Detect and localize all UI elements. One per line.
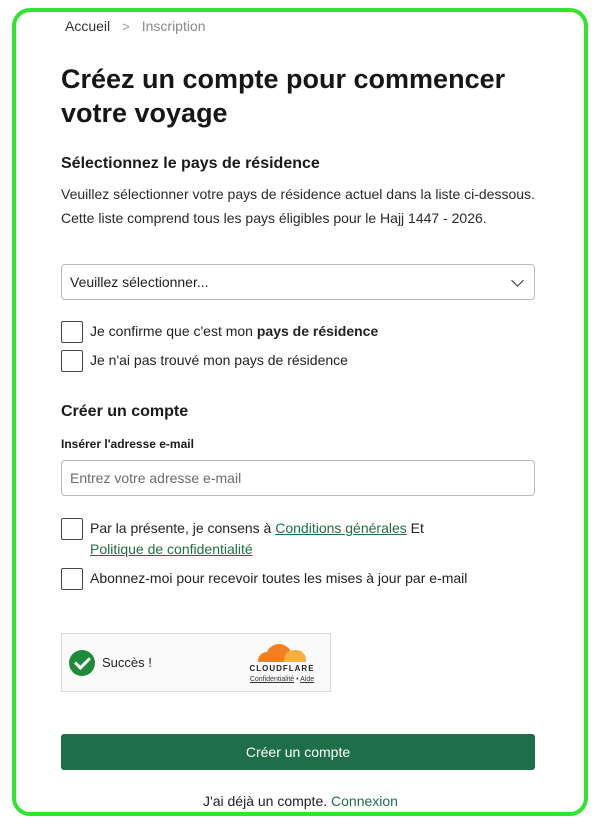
- residence-description: Veuillez sélectionner votre pays de résidence actuel dans la liste ci-dessous. Cette liste comprend tous les pays éligibles pour le Hajj 1447 - 2026.: [61, 186, 535, 226]
- country-not-found-row: [61, 350, 348, 372]
- terms-consent-checkbox[interactable]: [61, 518, 83, 540]
- country-select[interactable]: [61, 264, 535, 300]
- confirm-residence-row: [61, 321, 378, 343]
- breadcrumb-current: Inscription: [141, 18, 206, 34]
- confirm-residence-label: Je confirme que c'est mon pays de résidence: [90, 323, 379, 339]
- account-heading: Créer un compte: [61, 403, 189, 420]
- newsletter-checkbox[interactable]: [61, 568, 83, 590]
- newsletter-row: [61, 568, 467, 590]
- captcha-link-separator: •: [296, 676, 299, 683]
- newsletter-label: Abonnez-moi pour recevoir toutes les mises à jour par e-mail: [90, 570, 468, 586]
- chevron-down-icon: [511, 274, 524, 287]
- terms-consent-row: [61, 518, 424, 560]
- cloudflare-logo-icon: [254, 644, 310, 662]
- country-not-found-label: Je n'ai pas trouvé mon pays de résidence: [90, 352, 348, 368]
- terms-link[interactable]: Conditions générales: [275, 520, 407, 536]
- captcha-status: Succès !: [102, 655, 152, 670]
- cloudflare-captcha-widget[interactable]: [61, 633, 331, 692]
- cloudflare-branding: [242, 644, 322, 683]
- breadcrumb-separator-icon: >: [122, 18, 130, 34]
- privacy-policy-link[interactable]: Politique de confidentialité: [90, 541, 253, 557]
- email-input[interactable]: [61, 460, 535, 496]
- residence-heading: Sélectionnez le pays de résidence: [61, 155, 320, 172]
- country-select-value: Veuillez sélectionner...: [70, 274, 209, 290]
- captcha-privacy-link[interactable]: Confidentialité: [249, 676, 295, 683]
- terms-consent-label: Par la présente, je consens à Conditions générales Et Politique de confidentialité: [90, 520, 424, 557]
- email-label: Insérer l'adresse e-mail: [61, 437, 194, 451]
- login-prompt: J'ai déjà un compte. Connexion: [203, 793, 398, 809]
- country-not-found-checkbox[interactable]: [61, 350, 83, 372]
- breadcrumb: [65, 18, 206, 34]
- create-account-button[interactable]: Créer un compte: [61, 734, 535, 770]
- captcha-help-link[interactable]: Aide: [300, 676, 315, 683]
- confirm-residence-checkbox[interactable]: [61, 321, 83, 343]
- cloudflare-wordmark: CLOUDFLARE: [249, 664, 315, 673]
- login-link[interactable]: Connexion: [331, 793, 398, 809]
- breadcrumb-home-link[interactable]: Accueil: [65, 18, 111, 34]
- success-check-icon: [69, 650, 95, 676]
- page-title: Créez un compte pour commencer votre voyage: [61, 64, 506, 128]
